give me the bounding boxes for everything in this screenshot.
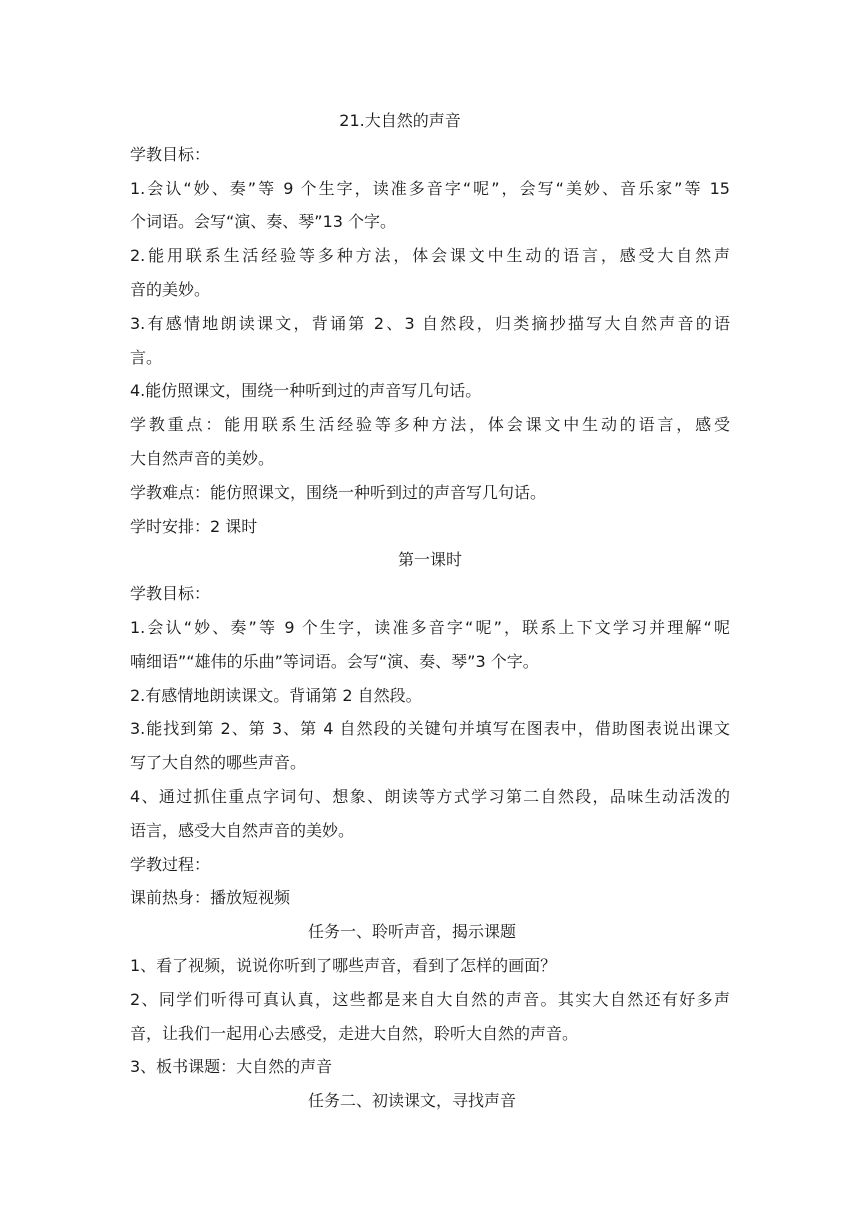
task1-step-3-line-1: 3、板书课题：大自然的声音 [130, 1057, 333, 1077]
objective-4-line-1: 4.能仿照课文，围绕一种听到过的声音写几句话。 [130, 381, 482, 401]
key-point-line-1: 学教重点：能用联系生活经验等多种方法，体会课文中生动的语言，感受 [130, 415, 730, 435]
objective-3-line-2: 言。 [130, 347, 163, 367]
difficulty: 学教难点：能仿照课文，围绕一种听到过的声音写几句话。 [130, 482, 547, 502]
objectives-heading: 学教目标： [130, 144, 211, 164]
task1-step-2-line-1: 2、同学们听得可真认真，这些都是来自大自然的声音。其实大自然还有好多声 [130, 989, 730, 1009]
process-heading: 学教过程： [130, 854, 211, 874]
lesson1-objective-3-line-2: 写了大自然的哪些声音。 [130, 753, 307, 773]
lesson1-objective-2-line-1: 2.有感情地朗读课文。背诵第 2 自然段。 [130, 685, 422, 705]
lesson1-objective-1-line-2: 喃细语”“雄伟的乐曲”等词语。会写“演、奏、琴”3 个字。 [130, 651, 539, 671]
lesson1-heading: 第一课时 [397, 550, 462, 570]
task1-step-2-line-2: 音，让我们一起用心去感受，走进大自然，聆听大自然的声音。 [130, 1023, 579, 1043]
lesson1-objective-1-line-1: 1.会认“妙、奏”等 9 个生字，读准多音字“呢”，联系上下文学习并理解“呢 [130, 617, 730, 637]
lesson1-objective-4-line-2: 语言，感受大自然声音的美妙。 [130, 820, 355, 840]
objective-1-line-2: 个词语。会写“演、奏、琴”13 个字。 [130, 212, 397, 232]
key-point-line-2: 大自然声音的美妙。 [130, 448, 275, 468]
lesson1-objective-4-line-1: 4、通过抓住重点字词句、想象、朗读等方式学习第二自然段，品味生动活泼的 [130, 786, 730, 806]
document-page [130, 104, 730, 1118]
warmup: 课前热身：播放短视频 [130, 888, 291, 908]
task2-heading: 任务二、初读课文，寻找声音 [307, 1091, 516, 1111]
schedule: 学时安排：2 课时 [130, 516, 258, 536]
task1-step-1-line-1: 1、看了视频，说说你听到了哪些声音，看到了怎样的画面？ [130, 955, 557, 975]
objective-2-line-1: 2.能用联系生活经验等多种方法，体会课文中生动的语言，感受大自然声 [130, 246, 730, 266]
document-title: 21.大自然的声音 [339, 111, 461, 130]
task1-heading: 任务一、聆听声音，揭示课题 [307, 922, 516, 942]
lesson1-objective-3-line-1: 3.能找到第 2、第 3、第 4 自然段的关键句并填写在图表中，借助图表说出课文 [130, 719, 730, 739]
objective-1-line-1: 1.会认“妙、奏”等 9 个生字，读准多音字“呢”，会写“美妙、音乐家”等 15 [130, 178, 730, 198]
objective-3-line-1: 3.有感情地朗读课文，背诵第 2、3 自然段，归类摘抄描写大自然声音的语 [130, 313, 730, 333]
lesson1-objectives-heading: 学教目标： [130, 584, 211, 604]
objective-2-line-2: 音的美妙。 [130, 279, 211, 299]
